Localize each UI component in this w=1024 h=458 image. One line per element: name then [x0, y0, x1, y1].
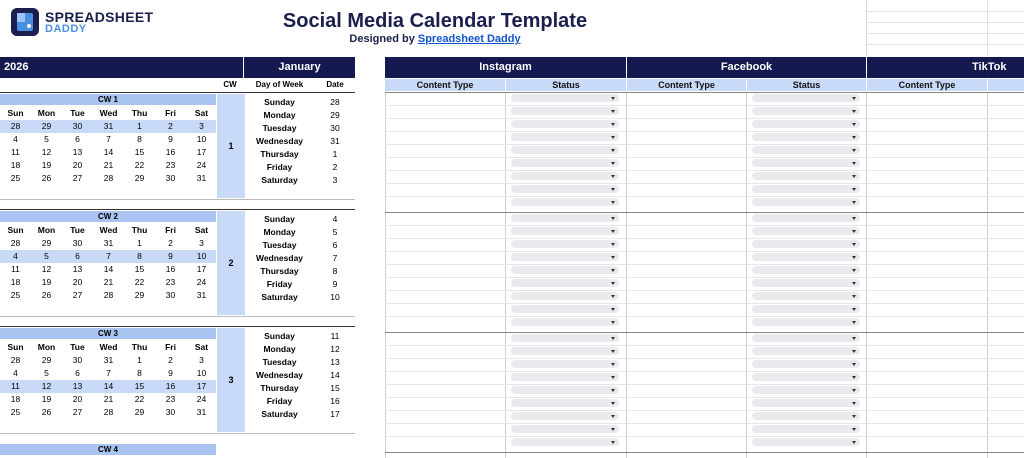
mini-calendar-day: 20 [72, 394, 83, 404]
week-band-label: CW 3 [0, 328, 216, 339]
weekday-header: Tue [70, 108, 85, 118]
grid-row-line [385, 371, 1024, 372]
mini-calendar-day: 20 [72, 277, 83, 287]
mini-calendar-day: 22 [134, 277, 145, 287]
mini-calendar-day: 7 [106, 134, 111, 144]
grid-row-line [385, 384, 1024, 385]
status-dropdown[interactable] [511, 185, 619, 193]
status-dropdown[interactable] [752, 373, 860, 381]
header-empty-cells [866, 0, 1024, 56]
date-column-header: Date [326, 80, 344, 89]
status-dropdown[interactable] [752, 438, 860, 446]
mini-calendar-day: 31 [93, 120, 124, 133]
day-of-week: Thursday [260, 266, 299, 276]
grid-row-line [385, 170, 1024, 171]
weekday-header: Fri [165, 342, 176, 352]
mini-calendar-day: 24 [196, 160, 207, 170]
mini-calendar-day: 13 [62, 380, 93, 393]
mini-calendar-day: 4 [0, 250, 31, 263]
brand-name: SPREADSHEET [45, 9, 154, 25]
facebook-status-header: Status [747, 79, 867, 91]
mini-calendar-day: 28 [103, 407, 114, 417]
mini-calendar-day: 29 [31, 120, 62, 133]
mini-calendar-day: 30 [165, 407, 176, 417]
weekday-header: Tue [70, 225, 85, 235]
mini-calendar-day: 9 [168, 134, 173, 144]
day-date: 29 [330, 110, 340, 120]
mini-calendar-day: 9 [168, 368, 173, 378]
mini-calendar-day: 29 [41, 355, 52, 365]
mini-calendar-day: 16 [165, 147, 176, 157]
day-of-week: Saturday [261, 292, 298, 302]
mini-calendar-day: 11 [11, 264, 20, 274]
mini-calendar-day: 12 [41, 264, 52, 274]
status-dropdown[interactable] [752, 146, 860, 154]
status-dropdown[interactable] [752, 172, 860, 180]
mini-calendar-day: 24 [196, 277, 207, 287]
dow-column-header: Day of Week [255, 80, 304, 89]
status-dropdown[interactable] [511, 146, 619, 154]
facebook-content-type-header: Content Type [627, 79, 747, 91]
mini-calendar-day: 30 [72, 238, 83, 248]
mini-calendar-day: 28 [10, 238, 21, 248]
weekday-header: Sat [194, 342, 209, 352]
content-grid [385, 92, 1024, 458]
grid-column-line [626, 92, 627, 458]
instagram-status-header: Status [506, 79, 627, 91]
weekday-header: Sat [194, 225, 209, 235]
platform-header-facebook: Facebook [627, 57, 866, 78]
status-dropdown[interactable] [752, 198, 860, 206]
day-date: 5 [332, 227, 338, 237]
status-dropdown[interactable] [752, 360, 860, 368]
mini-calendar-day: 20 [72, 160, 83, 170]
status-dropdown[interactable] [752, 279, 860, 287]
grid-row-line [385, 436, 1024, 437]
day-of-week: Thursday [260, 383, 299, 393]
status-dropdown[interactable] [752, 425, 860, 433]
day-of-week: Sunday [264, 331, 295, 341]
mini-calendar-day: 2 [168, 355, 173, 365]
grid-row-line [385, 332, 1024, 333]
grid-column-line [505, 92, 506, 458]
cw-number-cell: 1 [216, 94, 245, 198]
mini-calendar-day: 8 [137, 368, 142, 378]
mini-calendar-day: 12 [41, 147, 52, 157]
grid-row-line [385, 196, 1024, 197]
mini-calendar-day: 5 [31, 250, 62, 263]
weekday-header: Wed [99, 108, 118, 118]
weekday-header: Thu [131, 342, 148, 352]
mini-calendar-day: 15 [124, 380, 155, 393]
mini-calendar-day: 31 [196, 290, 207, 300]
mini-calendar-day: 15 [134, 147, 145, 157]
page-subtitle [200, 33, 670, 45]
mini-calendar-day: 29 [134, 173, 145, 183]
mini-calendar-day: 21 [103, 277, 114, 287]
status-dropdown[interactable] [511, 107, 619, 115]
status-dropdown[interactable] [752, 159, 860, 167]
day-date: 4 [332, 214, 338, 224]
day-of-week: Tuesday [262, 123, 297, 133]
mini-calendar-day: 23 [165, 160, 176, 170]
mini-calendar-day: 26 [41, 173, 52, 183]
designer-link[interactable]: Spreadsheet Daddy [417, 33, 521, 45]
day-date: 16 [330, 396, 340, 406]
day-date: 8 [332, 266, 338, 276]
weekday-header: Fri [165, 225, 176, 235]
grid-row-line [385, 225, 1024, 226]
mini-calendar-day: 12 [31, 380, 62, 393]
grid-row-line [385, 423, 1024, 424]
mini-calendar-day: 19 [41, 394, 52, 404]
status-dropdown[interactable] [752, 107, 860, 115]
grid-row-line [385, 277, 1024, 278]
mini-calendar-day: 2 [155, 120, 186, 133]
mini-calendar-day: 19 [41, 277, 52, 287]
mini-calendar-day: 5 [44, 134, 49, 144]
mini-calendar-day: 30 [62, 120, 93, 133]
mini-calendar-day: 31 [103, 238, 114, 248]
mini-calendar-day: 25 [10, 290, 21, 300]
grid-row-line [385, 105, 1024, 106]
mini-calendar-day: 28 [0, 120, 31, 133]
grid-column-line [385, 92, 386, 458]
weekday-header: Wed [99, 342, 118, 352]
week-bottom-border [0, 199, 355, 200]
day-of-week: Thursday [260, 149, 299, 159]
week-bottom-border [0, 316, 355, 317]
day-date: 17 [330, 409, 340, 419]
mini-calendar-day: 10 [196, 368, 207, 378]
day-of-week: Friday [266, 396, 293, 406]
status-dropdown[interactable] [511, 386, 619, 394]
mini-calendar-day: 16 [155, 380, 186, 393]
mini-calendar-day: 22 [134, 160, 145, 170]
mini-calendar-day: 24 [196, 394, 207, 404]
mini-calendar-day: 29 [134, 290, 145, 300]
mini-calendar-day: 1 [137, 355, 142, 365]
mini-calendar-day: 17 [186, 380, 217, 393]
day-of-week: Monday [263, 227, 296, 237]
mini-calendar-day: 19 [41, 160, 52, 170]
cw-number-cell: 2 [216, 211, 245, 315]
mini-calendar-day: 1 [137, 238, 142, 248]
day-of-week: Friday [266, 162, 293, 172]
status-dropdown[interactable] [752, 305, 860, 313]
week-band-label: CW 4 [0, 444, 216, 455]
day-of-week: Saturday [261, 409, 298, 419]
mini-calendar-day: 4 [13, 368, 18, 378]
day-of-week: Tuesday [262, 357, 297, 367]
mini-calendar-day: 3 [186, 120, 217, 133]
mini-calendar-day: 9 [155, 250, 186, 263]
weekday-header: Mon [37, 108, 56, 118]
mini-calendar-day: 14 [103, 147, 114, 157]
status-dropdown[interactable] [511, 412, 619, 420]
status-dropdown[interactable] [752, 399, 860, 407]
mini-calendar-day: 6 [75, 368, 80, 378]
tiktok-content-type-header: Content Type [867, 79, 988, 91]
status-dropdown[interactable] [511, 334, 619, 342]
platform-header-instagram: Instagram [385, 57, 626, 78]
mini-calendar-day: 3 [199, 238, 204, 248]
mini-calendar-day: 10 [186, 250, 217, 263]
mini-calendar-day: 30 [165, 173, 176, 183]
status-dropdown[interactable] [752, 227, 860, 235]
day-date: 11 [330, 331, 340, 341]
status-dropdown[interactable] [752, 214, 860, 222]
mini-calendar-day: 13 [72, 264, 83, 274]
mini-calendar-day: 14 [103, 264, 114, 274]
status-dropdown[interactable] [511, 240, 619, 248]
instagram-content-type-header: Content Type [385, 79, 506, 91]
status-dropdown[interactable] [511, 399, 619, 407]
mini-calendar-day: 28 [103, 173, 114, 183]
status-dropdown[interactable] [511, 305, 619, 313]
status-dropdown[interactable] [752, 334, 860, 342]
day-of-week: Tuesday [262, 240, 297, 250]
day-of-week: Wednesday [255, 136, 304, 146]
mini-calendar-day: 5 [44, 368, 49, 378]
mini-calendar-day: 7 [106, 368, 111, 378]
cw-number-cell: 3 [216, 328, 245, 432]
mini-calendar-day: 13 [72, 147, 83, 157]
platform-header-tiktok: TikTok [867, 57, 1024, 78]
brand-subname: DADDY [45, 23, 87, 35]
mini-calendar-day: 11 [0, 380, 31, 393]
grid-row-line [385, 290, 1024, 291]
status-dropdown[interactable] [511, 198, 619, 206]
grid-row-line [385, 358, 1024, 359]
grid-row-line [385, 131, 1024, 132]
mini-calendar-day: 22 [134, 394, 145, 404]
day-date: 30 [330, 123, 340, 133]
status-dropdown[interactable] [752, 386, 860, 394]
day-date: 15 [330, 383, 340, 393]
grid-row-line [385, 157, 1024, 158]
grid-row-line [385, 410, 1024, 411]
grid-row-line [385, 118, 1024, 119]
week-separator [0, 209, 355, 210]
grid-row-line [385, 397, 1024, 398]
mini-calendar-day: 30 [165, 290, 176, 300]
mini-calendar-day: 11 [11, 147, 20, 157]
grid-column-line [866, 92, 867, 458]
status-dropdown[interactable] [511, 425, 619, 433]
tiktok-status-header [988, 79, 1024, 91]
mini-calendar-day: 27 [72, 290, 83, 300]
mini-calendar-day: 17 [196, 264, 207, 274]
mini-calendar-day: 18 [10, 394, 21, 404]
day-date: 6 [332, 240, 338, 250]
mini-calendar-day: 16 [165, 264, 176, 274]
mini-calendar-day: 31 [196, 407, 207, 417]
day-date: 10 [330, 292, 340, 302]
status-dropdown[interactable] [752, 240, 860, 248]
grid-row-line [385, 303, 1024, 304]
status-dropdown[interactable] [752, 412, 860, 420]
status-dropdown[interactable] [511, 214, 619, 222]
mini-calendar-day: 8 [137, 134, 142, 144]
grid-row-line [385, 144, 1024, 145]
status-dropdown[interactable] [511, 120, 619, 128]
status-dropdown[interactable] [511, 253, 619, 261]
status-dropdown[interactable] [511, 360, 619, 368]
mini-calendar-day: 8 [124, 250, 155, 263]
mini-calendar-day: 10 [196, 134, 207, 144]
status-dropdown[interactable] [511, 172, 619, 180]
mini-calendar-day: 6 [62, 250, 93, 263]
mini-calendar-day: 28 [103, 290, 114, 300]
status-dropdown[interactable] [511, 159, 619, 167]
grid-row-line [385, 212, 1024, 213]
status-dropdown[interactable] [511, 292, 619, 300]
cw-column-header: CW [223, 80, 237, 89]
week-bottom-border [0, 433, 355, 434]
grid-column-line [987, 92, 988, 458]
month-header: January [244, 57, 355, 78]
mini-calendar-day: 7 [93, 250, 124, 263]
grid-column-line [746, 92, 747, 458]
status-dropdown[interactable] [511, 266, 619, 274]
grid-row-line [385, 452, 1024, 453]
status-dropdown[interactable] [511, 279, 619, 287]
status-dropdown[interactable] [752, 253, 860, 261]
mini-calendar-day: 3 [199, 355, 204, 365]
mini-calendar-day: 6 [75, 134, 80, 144]
weekday-header: Fri [165, 108, 176, 118]
status-dropdown[interactable] [511, 438, 619, 446]
mini-calendar-day: 21 [103, 160, 114, 170]
day-of-week: Sunday [264, 97, 295, 107]
subtitle-prefix: Designed by [349, 33, 415, 45]
day-date: 14 [330, 370, 340, 380]
mini-calendar-day: 15 [134, 264, 145, 274]
day-of-week: Wednesday [255, 370, 304, 380]
mini-calendar-day: 27 [72, 407, 83, 417]
status-dropdown[interactable] [511, 347, 619, 355]
day-of-week: Wednesday [255, 253, 304, 263]
day-date: 12 [330, 344, 340, 354]
weekday-header: Sat [194, 108, 209, 118]
weekday-header: Sun [7, 342, 24, 352]
week-separator [0, 326, 355, 327]
day-of-week: Friday [266, 279, 293, 289]
spreadsheet-daddy-logo-icon [10, 7, 40, 37]
mini-calendar-day: 18 [10, 277, 21, 287]
day-date: 3 [332, 175, 338, 185]
day-date: 28 [330, 97, 340, 107]
week-band-label: CW 2 [0, 211, 216, 222]
status-dropdown[interactable] [752, 347, 860, 355]
weekday-header: Wed [99, 225, 118, 235]
day-date: 7 [332, 253, 338, 263]
mini-calendar-day: 17 [196, 147, 207, 157]
day-of-week: Monday [263, 344, 296, 354]
grid-row-line [385, 238, 1024, 239]
day-date: 9 [332, 279, 338, 289]
grid-row-line [385, 251, 1024, 252]
mini-calendar-day: 30 [72, 355, 83, 365]
day-date: 1 [332, 149, 338, 159]
weekday-header: Mon [37, 225, 56, 235]
status-dropdown[interactable] [752, 94, 860, 102]
mini-calendar-day: 1 [124, 120, 155, 133]
mini-calendar-day: 28 [10, 355, 21, 365]
mini-calendar-day: 2 [168, 238, 173, 248]
grid-row-line [385, 345, 1024, 346]
day-of-week: Saturday [261, 175, 298, 185]
day-date: 13 [330, 357, 340, 367]
status-dropdown[interactable] [511, 318, 619, 326]
day-of-week: Sunday [264, 214, 295, 224]
status-dropdown[interactable] [511, 373, 619, 381]
mini-calendar-day: 25 [10, 407, 21, 417]
mini-calendar-day: 31 [196, 173, 207, 183]
mini-calendar-day: 18 [10, 160, 21, 170]
mini-calendar-day: 21 [103, 394, 114, 404]
mini-calendar-day: 27 [72, 173, 83, 183]
grid-row-line [385, 264, 1024, 265]
status-dropdown[interactable] [511, 133, 619, 141]
mini-calendar-day: 4 [13, 134, 18, 144]
week-band-label: CW 1 [0, 94, 216, 105]
mini-calendar-day: 29 [134, 407, 145, 417]
page-title: Social Media Calendar Template [282, 10, 588, 32]
weekday-header: Tue [70, 342, 85, 352]
weekday-header: Sun [7, 225, 24, 235]
weekday-header: Thu [131, 108, 148, 118]
week-separator [0, 92, 355, 93]
weekday-header: Thu [131, 225, 148, 235]
year-header: 2026 [0, 57, 243, 78]
status-dropdown[interactable] [752, 185, 860, 193]
status-dropdown[interactable] [752, 292, 860, 300]
day-date: 31 [330, 136, 340, 146]
status-dropdown[interactable] [511, 227, 619, 235]
status-dropdown[interactable] [752, 266, 860, 274]
mini-calendar-day: 29 [41, 238, 52, 248]
mini-calendar-day: 26 [41, 290, 52, 300]
mini-calendar-day: 14 [93, 380, 124, 393]
weekday-header: Sun [7, 108, 24, 118]
day-date: 2 [332, 162, 338, 172]
status-dropdown[interactable] [511, 94, 619, 102]
grid-row-line [385, 316, 1024, 317]
day-of-week: Monday [263, 110, 296, 120]
grid-row-line [385, 183, 1024, 184]
status-dropdown[interactable] [752, 133, 860, 141]
grid-row-line [385, 92, 1024, 93]
mini-calendar-day: 26 [41, 407, 52, 417]
status-dropdown[interactable] [752, 318, 860, 326]
mini-calendar-day: 31 [103, 355, 114, 365]
weekday-header: Mon [37, 342, 56, 352]
mini-calendar-day: 23 [165, 277, 176, 287]
mini-calendar-day: 25 [10, 173, 21, 183]
mini-calendar-day: 23 [165, 394, 176, 404]
status-dropdown[interactable] [752, 120, 860, 128]
